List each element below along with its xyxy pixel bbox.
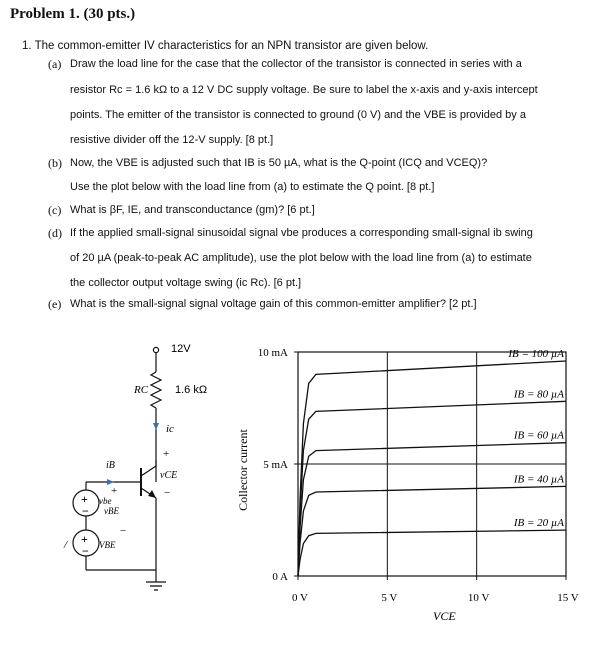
ib-curve-4	[298, 530, 566, 576]
ib-label: iB	[106, 460, 115, 471]
rc-label: RC	[134, 384, 149, 396]
part-a-line-4: resistive divider off the 12-V supply. [8 pt.]	[70, 134, 274, 146]
part-d-label: (d)	[48, 226, 62, 240]
part-e-label: (e)	[48, 297, 62, 311]
part-b-line-1: Now, the VBE is adjusted such that IB is 50 µA, what is the Q-point (ICQ and VCEQ)?	[70, 157, 488, 169]
chart-curve-labels	[507, 348, 564, 529]
ib-curve-label-3: IB = 40 µA	[513, 473, 564, 486]
part-b-label: (b)	[48, 156, 62, 170]
x-tick-label-2: 10 V	[467, 592, 490, 604]
part-a-line-2: resistor Rc = 1.6 kΩ to a 12 V DC supply voltage. Be sure to label the x-axis and y-axis intercept	[70, 84, 538, 96]
dc-source-minus: −	[82, 544, 89, 558]
part-c-line-1: What is βF, IE, and transconductance (gm)? [6 pt.]	[70, 204, 315, 216]
part-d-line-1: If the applied small-signal sinusoidal signal vbe produces a corresponding small-signal ib swing	[70, 227, 533, 239]
x-tick-label-1: 5 V	[381, 592, 398, 604]
supply-label: 12V	[171, 343, 191, 355]
vce-minus: −	[164, 487, 171, 499]
ib-curve-label-0: IB = 100 µA	[508, 347, 564, 360]
vbe-label: vBE	[104, 506, 119, 516]
part-a-line-1: Draw the load line for the case that the collector of the transistor is connected in series with a	[70, 58, 522, 70]
dc-source-label: VBE	[99, 540, 116, 550]
small-signal-plus: +	[81, 492, 88, 506]
dc-source-plus: +	[81, 532, 88, 546]
chart-grid	[294, 352, 566, 580]
vce-label: vCE	[160, 470, 178, 481]
ib-curve-1	[298, 401, 566, 576]
vce-plus: +	[163, 448, 170, 460]
vbe-plus: +	[111, 485, 118, 497]
x-axis-label: VCE	[433, 609, 456, 623]
rc-value: 1.6 kΩ	[175, 384, 208, 396]
part-c-label: (c)	[48, 203, 62, 217]
part-d-line-3: the collector output voltage swing (ic Rc). [6 pt.]	[70, 277, 302, 289]
ib-curve-label-2: IB = 60 µA	[513, 429, 564, 442]
part-a-line-3: points. The emitter of the transistor is connected to ground (0 V) and the VBE is provided by a	[70, 109, 526, 121]
y-axis-label: Collector current	[236, 429, 250, 511]
part-a-label: (a)	[48, 57, 62, 71]
part-b-line-2: Use the plot below with the load line from (a) to estimate the Q point. [8 pt.]	[70, 181, 435, 193]
left-mark: /	[64, 539, 68, 551]
small-signal-label: vbe	[99, 496, 112, 506]
ic-label: ic	[166, 423, 174, 435]
y-tick-label-2: 10 mA	[257, 347, 288, 359]
vbe-minus: −	[120, 525, 127, 537]
problem-title: Problem 1. (30 pts.)	[10, 6, 136, 22]
ib-curve-label-4: IB = 20 µA	[513, 517, 564, 530]
ib-curve-2	[298, 443, 566, 576]
ib-curve-label-1: IB = 80 µA	[513, 388, 564, 401]
x-tick-label-3: 15 V	[557, 592, 579, 604]
x-tick-label-0: 0 V	[292, 592, 308, 604]
problem-intro: 1. The common-emitter IV characteristics for an NPN transistor are given below.	[22, 40, 429, 52]
small-signal-minus: −	[82, 504, 89, 518]
part-d-line-2: of 20 µA (peak-to-peak AC amplitude), use the plot below with the load line from (a) to estimate	[70, 252, 532, 264]
y-tick-label-0: 0 A	[272, 571, 288, 583]
part-e-line-1: What is the small-signal signal voltage gain of this common-emitter amplifier? [2 pt.]	[70, 298, 477, 310]
y-tick-label-1: 5 mA	[263, 459, 288, 471]
